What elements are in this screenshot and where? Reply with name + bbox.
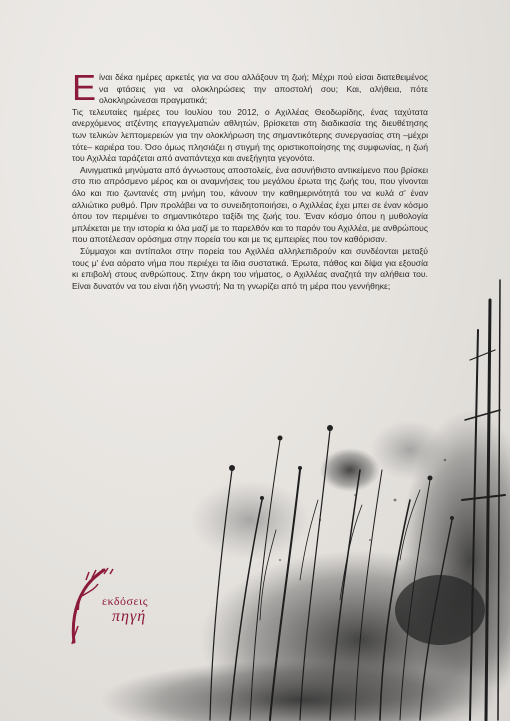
publisher-logo: [64, 566, 174, 646]
publisher-name-line2: πηγή: [112, 608, 147, 625]
paragraph-2: Τις τελευταίες ημέρες του Ιουλίου του 2012, ο Αχιλλέας Θεοδωρίδης, ένας ταχύτατα ανερχόμενος ατζέντης επαγγελματιών αθλητών, βρίσκεται στη διαδικασία της διευθέτησης των τελικών λεπτομερειών για την ολοκλήρωση της σημαντικότερης συνεργασίας στη –μέχρι τότε– καριέρα του. Όσο όμως πλησιάζει η στιγμή της οριστικοποίησης της συμφωνίας, η ζωή του Αχιλλέα ταράζεται από αναπάντεχα και ανεξήγητα γεγονότα.: [72, 106, 428, 164]
drop-cap: Ε: [72, 67, 97, 108]
paragraph-4: Σύμμαχοι και αντίπαλοι στην πορεία του Αχιλλέα αλληλεπιδρούν και συνδέονται μεταξύ τους μ' ένα αόρατο νήμα που περιέχει τα ίδια συστατικά. Έρωτα, πάθος και δίψα για εξουσία κι επιβολή στους ανθρώπους. Στην άκρη του νήματος, ο Αχιλλέας αναζητά την αλήθεια του. Είναι δυνατόν να του είναι ήδη γνωστή; Να τη γνωρίζει από τη μέρα που γεννήθηκε;: [72, 245, 428, 291]
blurb-text: [72, 67, 428, 292]
paragraph-intro-text: ίναι δέκα ημέρες αρκετές για να σου αλλάξουν τη ζωή; Μέχρι πού είσαι διατεθειμένος να φτάσεις για να ολοκληρώσεις την αποστολή σου; Και, αλήθεια, πότε ολοκληρώνεσαι πραγματικά;: [99, 72, 428, 106]
publisher-name-line1: εκδόσεις: [102, 594, 148, 608]
paragraph-intro: [72, 67, 428, 108]
paragraph-3: Αινιγματικά μηνύματα από άγνωστους αποστολείς, ένα ασυνήθιστο αντικείμενο που βρίσκει στο πιο απρόσμενο μέρος και οι αναμνήσεις του μεγάλου έρωτα της ζωής του, που γίνονται όλο και πιο ζωντανές στη μνήμη του, κάνουν την καθημερινότητά του να κυλά σ' έναν αλλιώτικο ρυθμό. Πριν προλάβει να το συνειδητοποιήσει, ο Αχιλλέας έχει μπει σε έναν κόσμο όπου τον περιμένει το σημαντικότερο ταξίδι της ζωής του. Έναν κόσμο όπου η μυθολογία μπλέκεται με την ιστορία κι όλα μαζί με το παρελθόν και το παρόν του Αχιλλέα, με ανθρώπους που αποτέλεσαν ορόσημα στην πορεία του και με τις εμπειρίες που τον καθόρισαν.: [72, 164, 428, 245]
